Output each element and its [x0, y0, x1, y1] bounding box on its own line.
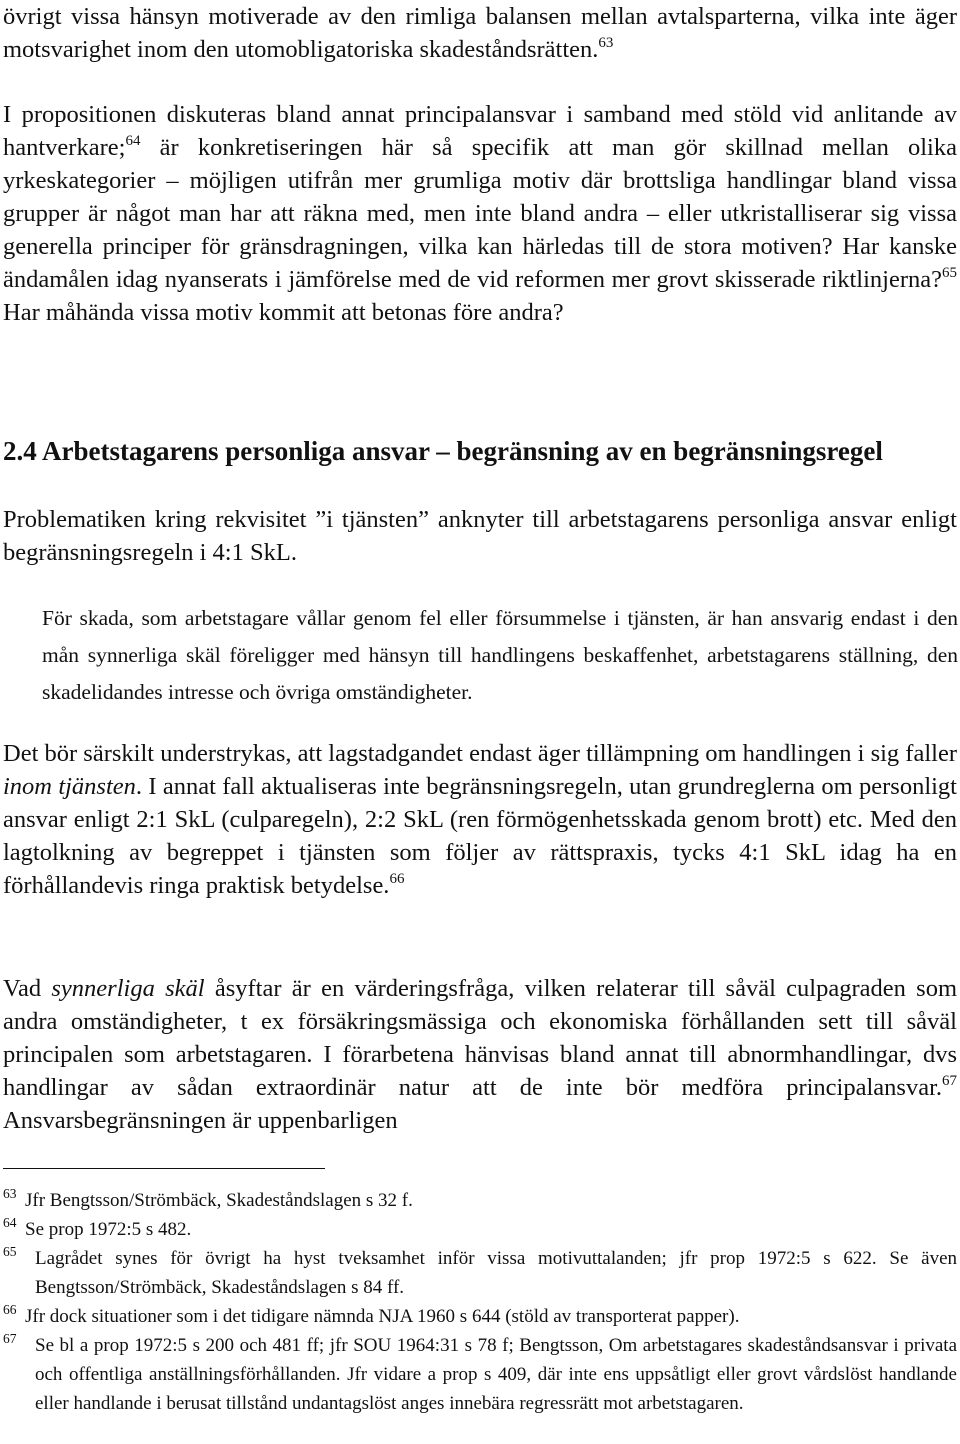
- statute-quote: För skada, som arbetstagare vållar genom fel eller försummelse i tjänsten, är han ansvarig endast i den mån synnerliga skäl föreligger med hänsyn till handlingens beskaffenhet, arbetstagarens ställning, den skadelidandes intresse och övriga omständigheter.: [42, 606, 958, 704]
- footnote-64: 64 Se prop 1972:5 s 482.: [3, 1215, 957, 1244]
- paragraph-special-reasons: Vad synnerliga skäl åsyftar är en värderingsfråga, vilken relaterar till såväl culpagraden som andra omständigheter, t ex försäkringsmässiga och ekonomiska förhållanden sett till såväl principalen som arbetstagaren. I förarbetena hänvisas bland annat till abnormhandlingar, dvs handlingar av sådan extraordinär natur att de inte bör medföra principalansvar.$^{67}$ Ansvarsbegränsningen är uppenbarligen: [3, 975, 957, 1134]
- footnote-65: 65 Lagrådet synes för övrigt ha hyst tveksamhet inför vissa motivuttalanden; jfr prop 1972:5 s 622. Se även Bengtsson/Strömbäck, Skadeståndslagen s 84 ff.: [3, 1244, 957, 1302]
- footnote-ref-63[interactable]: 63: [598, 35, 614, 51]
- footnote-number: 65: [3, 1244, 17, 1259]
- footnote-ref-66[interactable]: 66: [389, 871, 405, 887]
- footnote-ref-64[interactable]: 64: [125, 133, 141, 149]
- footnote-number: 63: [3, 1186, 17, 1201]
- footnote-number: 67: [3, 1331, 17, 1346]
- footnote-66: 66 Jfr dock situationer som i det tidigare nämnda NJA 1960 s 644 (stöld av transporterat papper).: [3, 1302, 957, 1331]
- footnote-divider: [3, 1168, 325, 1169]
- paragraph-intro: Problematiken kring rekvisitet ”i tjänsten” anknyter till arbetstagarens personliga ansvar enligt begränsningsregeln i 4:1 SkL.: [3, 506, 957, 566]
- footnote-number: 64: [3, 1215, 17, 1230]
- footnote-ref-67[interactable]: 67: [942, 1073, 957, 1089]
- footnote-ref-65[interactable]: 65: [942, 265, 957, 281]
- footnote-63: 63 Jfr Bengtsson/Strömbäck, Skadeståndslagen s 32 f.: [3, 1186, 957, 1215]
- paragraph-in-service: Det bör särskilt understrykas, att lagstadgandet endast äger tillämpning om handlingen i sig faller inom tjänsten. I annat fall aktualiseras inte begränsningsregeln, utan grundreglerna om personligt ansvar enligt 2:1 SkL (culparegeln), 2:2 SkL (ren förmögenhetsskada genom brott) etc. Med den lagtolkning av begreppet i tjänsten som följer av rättspraxis, tycks 4:1 SkL idag ha en förhållandevis ringa praktisk betydelse.$^{66}$: [3, 740, 957, 899]
- paragraph-principal-liability: I propositionen diskuteras bland annat principalansvar i samband med stöld vid anlitande av hantverkare;$^{64}$ är konkretiseringen här så specifik att man gör skillnad mellan olika yrkeskategorier – möjligen utifrån mer grumliga motiv där brottsliga handlingar bland vissa grupper är något man har att räkna med, men inte bland andra – eller utkristalliserar sig vissa generella principer för gränsdragningen, vilka kan härledas till de stora motiven? Har kanske ändamålen idag nyanserats i jämförelse med de vid reformen mer grovt skisserade riktlinjerna?$^{65}$ Har måhända vissa motiv kommit att betonas före andra?: [3, 101, 957, 326]
- paragraph-continuation: övrigt vissa hänsyn motiverade av den rimliga balansen mellan avtalsparterna, vilka inte äger motsvarighet inom den utomobligatoriska skadeståndsrätten.$^{63}$: [3, 3, 957, 63]
- footnote-67: 67 Se bl a prop 1972:5 s 200 och 481 ff; jfr SOU 1964:31 s 78 f; Bengtsson, Om arbetstagares skadeståndsansvar i privata och offentliga anställningsförhållanden. Jfr vidare a prop s 409, där inte ens uppsåtligt eller grovt vårdslöst handlande eller handlande i berusat tillstånd undantagslöst anges innebära regressrätt mot arbetstagaren.: [3, 1331, 957, 1418]
- section-heading: 2.4 Arbetstagarens personliga ansvar – begränsning av en begränsningsregel: [3, 436, 883, 466]
- footnote-number: 66: [3, 1302, 17, 1317]
- footnotes: [3, 1186, 957, 1418]
